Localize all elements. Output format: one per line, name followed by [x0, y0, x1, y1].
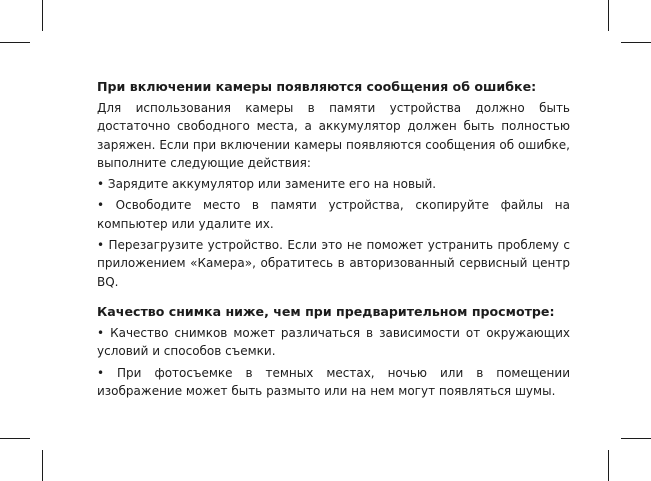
- crop-mark-top-right: [608, 0, 609, 31]
- crop-mark-bottom-right-horizontal: [621, 438, 651, 439]
- crop-mark-top-right-horizontal: [621, 42, 651, 43]
- crop-mark-top-left-horizontal: [0, 42, 30, 43]
- bullet-restart-device: • Перезагрузите устройство. Если это не поможет устранить проблему с приложением «Камера», обратитесь в авторизованный сервисный центр BQ.: [97, 238, 570, 289]
- crop-mark-bottom-left: [42, 450, 43, 481]
- bullet-quality-conditions: • Качество снимков может различаться в зависимости от окружающих условий и способов съемки.: [97, 325, 570, 359]
- crop-mark-bottom-right: [608, 450, 609, 481]
- bullet-free-memory: • Освободите место в памяти устройства, скопируйте файлы на компьютер или удалите их.: [97, 198, 570, 231]
- section-heading-image-quality: Качество снимка ниже, чем при предварительном просмотре:: [97, 303, 555, 319]
- section-heading-camera-errors: При включении камеры появляются сообщения об ошибке:: [97, 79, 537, 94]
- camera-errors-intro: Для использования камеры в памяти устройства должно быть достаточно свободного места, а аккумулятор должен быть полностью заряжен. Если при включении камеры появляются сообщения об ошибке, выполните следующие действия:: [97, 101, 570, 170]
- page-content: [97, 78, 570, 403]
- bullet-charge-battery: • Зарядите аккумулятор или замените его на новый.: [97, 177, 437, 192]
- crop-mark-bottom-left-horizontal: [0, 438, 30, 439]
- bullet-dark-places-noise: • При фотосъемке в темных местах, ночью или в помещении изображение может быть размыто или на нем могут появляться шумы.: [97, 365, 570, 398]
- crop-mark-top-left: [42, 0, 43, 31]
